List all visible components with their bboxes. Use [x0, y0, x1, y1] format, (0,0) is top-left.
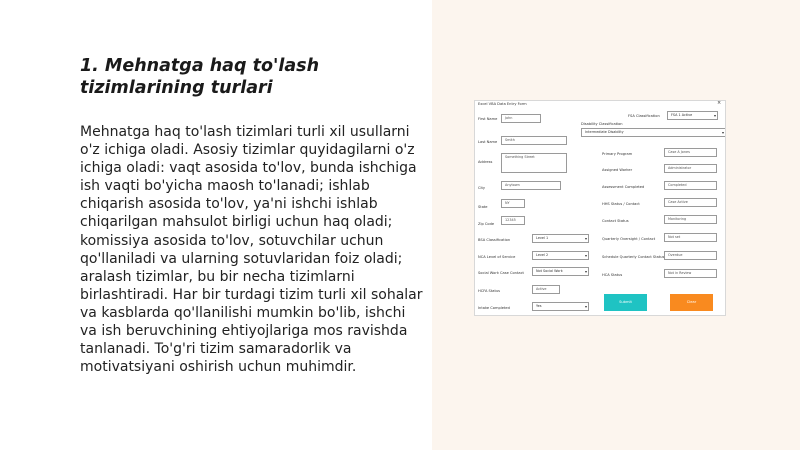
first-name-label: First Name: [478, 117, 498, 121]
last-name-field[interactable]: Smith: [501, 136, 567, 145]
city-label: City: [478, 186, 486, 190]
clear-button[interactable]: Clear: [670, 294, 713, 311]
contact-status-field[interactable]: Monitoring: [664, 215, 717, 224]
chevron-down-icon: ▾: [713, 113, 716, 118]
zip-code-label: Zip Code: [478, 222, 495, 226]
nca-level-select[interactable]: [532, 251, 589, 260]
disability-classification-select[interactable]: [581, 128, 726, 137]
intake-completed-select[interactable]: [532, 302, 589, 311]
disability-classification-label: Disability Classification: [581, 122, 623, 126]
submit-button[interactable]: Submit: [604, 294, 647, 311]
hcfa-status-label: HCFA Status: [478, 289, 501, 293]
assigned-worker-field[interactable]: Administrator: [664, 164, 717, 173]
last-name-label: Last Name: [478, 140, 498, 144]
schedule-quarterly-label: Schedule Quarterly Contact Status: [602, 255, 665, 259]
chevron-down-icon: ▾: [721, 130, 724, 135]
address-label: Address: [478, 160, 493, 164]
city-field[interactable]: Anytown: [501, 181, 561, 190]
address-field[interactable]: Something Street: [501, 153, 567, 173]
form-window-title: Excel VBA Data Entry Form: [478, 102, 527, 106]
hcfa-status-field[interactable]: Active: [532, 285, 560, 294]
hhs-status-label: HHS Status / Contact: [602, 202, 640, 206]
intake-completed-value: Yes: [536, 304, 542, 308]
fsa-classification-label: FSA Classification: [628, 114, 660, 118]
fsa-classification-select[interactable]: [667, 111, 718, 120]
zip-code-field[interactable]: 12345: [501, 216, 525, 225]
assessment-completed-label: Assessment Completed: [602, 185, 645, 189]
chevron-down-icon: ▾: [584, 304, 587, 309]
assigned-worker-label: Assigned Worker: [602, 168, 633, 172]
state-label: State: [478, 205, 488, 209]
first-name-field[interactable]: John: [501, 114, 541, 123]
chevron-down-icon: ▾: [584, 269, 587, 274]
hca-status-field[interactable]: Not in Review: [664, 269, 717, 278]
bsa-classification-select[interactable]: [532, 234, 589, 243]
hhs-status-field[interactable]: Case Active: [664, 198, 717, 207]
state-field[interactable]: NY: [501, 199, 525, 208]
primary-program-label: Primary Program: [602, 152, 633, 156]
social-work-select[interactable]: [532, 267, 589, 276]
social-work-label: Social Work Case Contact: [478, 271, 524, 275]
chevron-down-icon: ▾: [584, 253, 587, 258]
bsa-classification-label: BSA Classification: [478, 238, 511, 242]
fsa-classification-value: FSA 1 Active: [671, 113, 693, 117]
nca-level-value: Level 2: [536, 253, 549, 257]
intake-completed-label: Intake Completed: [478, 306, 510, 310]
quarterly-oversight-field[interactable]: Not set: [664, 233, 717, 242]
hca-status-label: HCA Status: [602, 273, 623, 277]
social-work-value: Not Social Work: [536, 269, 563, 273]
slide-body-text: Mehnatga haq to'lash tizimlari turli xil usullarni o'z ichiga oladi. Asosiy tizimlar quyidagilarni o'z ichiga oladi: vaqt asosida to'lov, bunda ishchiga ish vaqti bo'yicha maosh to'lanadi; ishlab chiqarish asosida to'lov, ya'ni ishchi ishlab chiqarilgan mahsulot birligi uchun haq oladi; komissiya asosida to'lov, sotuvchilar uchun qo'llaniladi va ularning sotuvlaridan foiz oladi; aralash tizimlar, bu bir necha tizimlarni birlashtiradi. Har bir turdagi tizim turli xil sohalar va kasblarda qo'llanilishi mumkin bo'lib, ishchi va ish beruvchining ehtiyojlariga mos ravishda tanlanadi. To'g'ri tizim samaradorlik va motivatsiyani oshirish uchun muhimdir.: [80, 124, 423, 376]
bsa-classification-value: Level 1: [536, 236, 549, 240]
assessment-completed-field[interactable]: Completed: [664, 181, 717, 190]
chevron-down-icon: ▾: [584, 236, 587, 241]
quarterly-oversight-label: Quarterly Oversight / Contact: [602, 237, 656, 241]
primary-program-field[interactable]: Case A Jones: [664, 148, 717, 157]
form-screenshot: [474, 100, 726, 316]
close-icon[interactable]: ×: [717, 100, 722, 106]
contact-status-label: Contact Status: [602, 219, 629, 223]
slide-title: 1. Mehnatga haq to'lash tizimlarining turlari: [80, 56, 320, 98]
nca-level-label: NCA Level of Service: [478, 255, 516, 259]
schedule-quarterly-field[interactable]: Overdue: [664, 251, 717, 260]
disability-classification-value: Intermediate Disability: [585, 130, 624, 134]
